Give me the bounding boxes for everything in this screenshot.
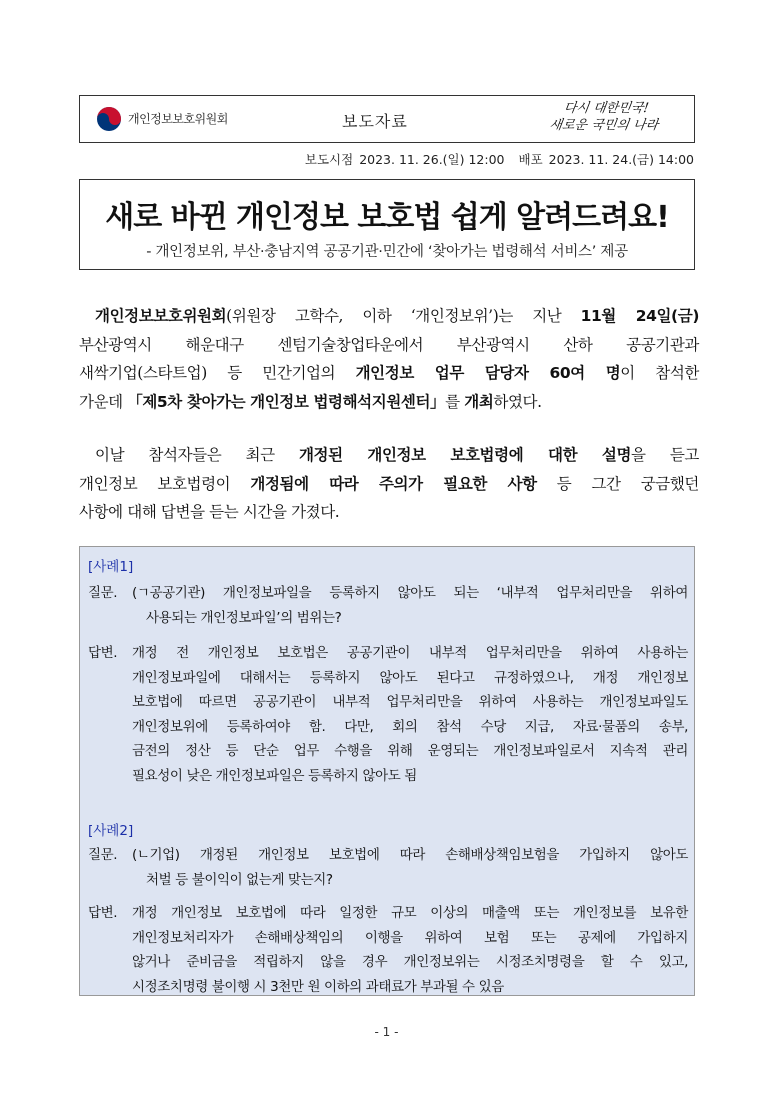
answer-line: 개인정보파일에 대해서는 등록하지 않아도 된다고 규정하였으나, 개정 개인정보 — [132, 669, 688, 686]
question-key: 질문. — [88, 585, 118, 601]
answer-line: 필요성이 낮은 개인정보파일은 등록하지 않아도 됨 — [132, 767, 417, 784]
question-line: (ㄴ기업) 개정된 개인정보 보호법에 따라 손해배상책임보험을 가입하지 않아도 — [132, 847, 688, 863]
doc-type-label: 보도자료 — [342, 112, 408, 131]
paragraph-line — [79, 470, 699, 499]
event-name: 「제5차 찾아가는 개인정보 법령해석지원센터」 — [127, 392, 446, 411]
paragraph-line: 부산광역시 해운대구 센텀기술창업타운에서 부산광역시 산하 공공기관과 — [79, 335, 699, 354]
paragraph-line: 사항에 대해 답변을 듣는 시간을 가졌다. — [79, 503, 340, 521]
body-paragraph-1 — [79, 302, 699, 416]
slogan-line-1: 다시 대한민국! — [562, 101, 650, 116]
paragraph-line — [79, 302, 699, 331]
text-run-bold: 개정된 개인정보 보호법령에 대한 설명 — [298, 446, 632, 464]
paragraph-line — [79, 359, 699, 388]
embargo-label: 보도시점 — [304, 152, 354, 167]
text-run: (위원장 고학수, 이하 ‘개인정보위’)는 지난 — [226, 307, 581, 325]
release-timing — [299, 150, 694, 168]
case-2-tag: [사례2] — [88, 823, 134, 839]
page-number: - 1 - — [374, 1025, 399, 1039]
text-run: 개인정보 보호법령이 — [79, 474, 251, 493]
main-title: 새로 바뀐 개인정보 보호법 쉽게 알려드려요! — [105, 200, 669, 235]
org-name: 개인정보보호위원회 — [128, 112, 228, 126]
answer-line: 금전의 정산 등 단순 업무 수행을 위해 운영되는 개인정보파일로서 지속적 관리 — [132, 743, 688, 759]
distribution-label: 배포 — [518, 152, 543, 167]
paragraph-line — [79, 388, 699, 417]
text-run-bold: 개정됨에 따라 주의가 필요한 사항 — [250, 474, 537, 493]
answer-line: 보호법에 따르면 공공기관이 내부적 업무처리만을 위하여 사용하는 개인정보파일도 — [132, 694, 688, 710]
slogan-calligraphy — [532, 100, 679, 134]
answer-key: 답변. — [88, 645, 118, 661]
case-1-question — [88, 581, 688, 630]
text-run-bold: 개최 — [464, 392, 494, 411]
paragraph-line — [79, 441, 699, 470]
case-examples-box — [79, 546, 695, 996]
taegeuk-logo-icon — [96, 106, 122, 132]
body-paragraph-2 — [79, 441, 699, 527]
case-2-question — [88, 843, 688, 892]
case-2-answer — [88, 901, 688, 999]
press-header-box — [79, 95, 695, 143]
text-run: 하였다. — [493, 392, 542, 411]
case-1-answer — [88, 641, 688, 788]
text-run: 이날 참석자들은 최근 — [95, 446, 299, 464]
distribution-date: 2023. 11. 24.(금) 14:00 — [548, 152, 694, 167]
case-1-tag: [사례1] — [88, 559, 134, 575]
text-run: 를 — [445, 392, 465, 411]
answer-line: 개정 개인정보 보호법에 따라 일정한 규모 이상의 매출액 또는 개인정보를 보유한 — [132, 905, 688, 921]
text-run: 등 그간 궁금했던 — [536, 474, 700, 493]
answer-line: 개인정보위에 등록하여야 함. 다만, 회의 참석 수당 지급, 자료·물품의 송부, — [132, 718, 688, 735]
question-line: 사용되는 개인정보파일’의 범위는? — [146, 609, 342, 626]
title-box — [79, 179, 695, 270]
text-run: 가운데 — [79, 392, 128, 411]
event-date: 11월 24일(금) — [580, 307, 700, 325]
answer-line: 개정 전 개인정보 보호법은 공공기관이 내부적 업무처리만을 위하여 사용하는 — [132, 645, 688, 661]
answer-line: 시정조치명령 불이행 시 3천만 원 이하의 과태료가 부과될 수 있음 — [132, 978, 504, 995]
org-name-bold: 개인정보보호위원회 — [95, 307, 227, 325]
answer-key: 답변. — [88, 905, 118, 921]
question-line: 처벌 등 불이익이 없는게 맞는지? — [146, 871, 333, 888]
question-line: (ㄱ공공기관) 개인정보파일을 등록하지 않아도 되는 ‘내부적 업무처리만을 위하여 — [132, 585, 688, 601]
question-key: 질문. — [88, 847, 118, 863]
sub-title: - 개인정보위, 부산·충남지역 공공기관·민간에 ‘찾아가는 법령해석 서비스’ 제공 — [146, 244, 628, 260]
slogan-line-2: 새로운 국민의 나라 — [548, 118, 660, 133]
answer-line: 개인정보처리자가 손해배상책임의 이행을 위하여 보험 또는 공제에 가입하지 — [132, 929, 688, 946]
text-run: 새싹기업(스타트업) 등 민간기업의 — [79, 364, 356, 382]
text-run: 을 듣고 — [631, 446, 699, 464]
answer-line: 않거나 준비금을 적립하지 않을 경우 개인정보위는 시정조치명령을 할 수 있고, — [132, 954, 688, 970]
text-run: 이 참석한 — [620, 364, 700, 382]
attendee-count: 개인정보 업무 담당자 60여 명 — [355, 364, 621, 382]
embargo-date: 2023. 11. 26.(일) 12:00 — [359, 152, 505, 167]
